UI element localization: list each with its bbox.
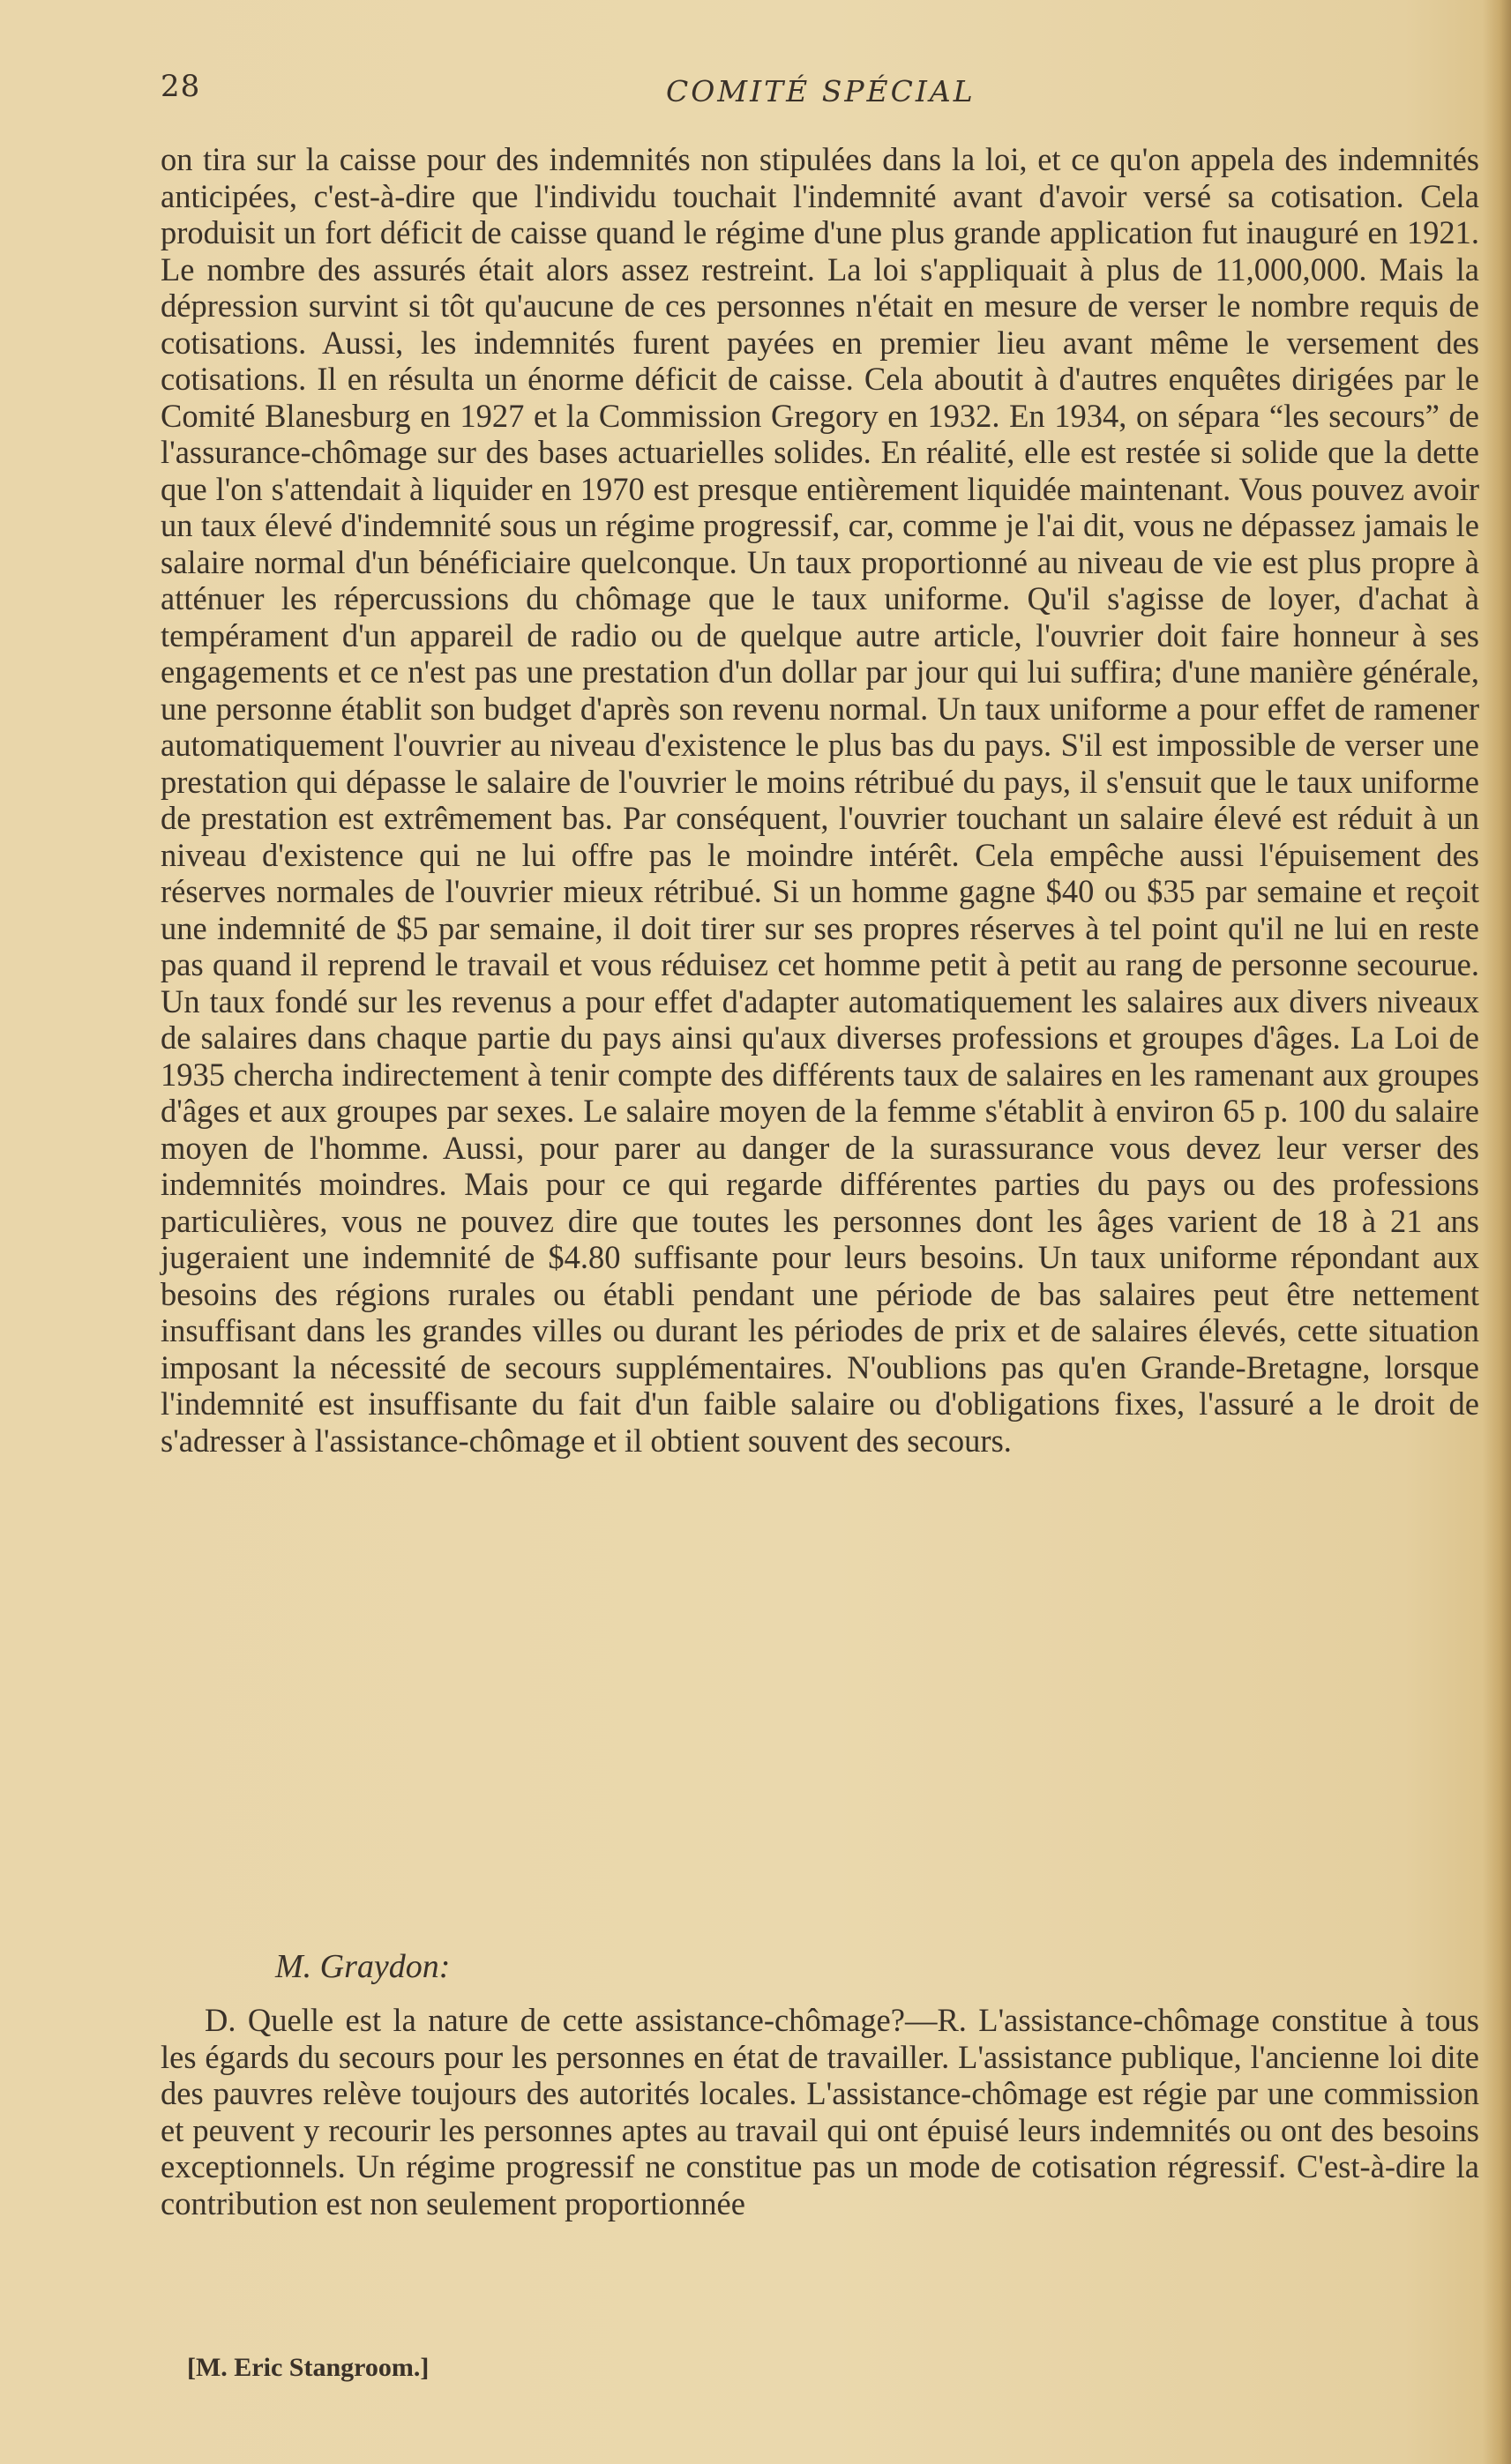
running-title: COMITÉ SPÉCIAL [666, 74, 976, 108]
page-header [0, 69, 1511, 113]
paragraph-text: on tira sur la caisse pour des indemnités non stipulées dans la loi, et ce qu'on appela des indemnités anticipées, c'est-à-dire que l'individu touchait l'indemnité avant d'avoir versé sa cotisation. Cela produisit un fort déficit de caisse quand le régime d'une plus grande application fut inauguré en 1921. Le nombre des assurés était alors assez restreint. La loi s'appliquait à plus de 11,000,000. Mais la dépression survint si tôt qu'aucune de ces personnes n'était en mesure de verser le nombre requis de cotisations. Aussi, les indemnités furent payées en premier lieu avant même le versement des cotisations. Il en résulta un énorme déficit de caisse. Cela aboutit à d'autres enquêtes dirigées par le Comité Blanesburg en 1927 et la Commission Gregory en 1932. En 1934, on sépara “les secours” de l'assurance-chômage sur des bases actuarielles solides. En réalité, elle est restée si solide que la dette que l'on s'attendait à liquider en 1970 est presque entièrement liquidée maintenant. Vous pouvez avoir un taux élevé d'indemnité sous un régime progressif, car, comme je l'ai dit, vous ne dépassez jamais le salaire normal d'un bénéficiaire quelconque. Un taux proportionné au niveau de vie est plus propre à atténuer les répercussions du chômage que le taux uniforme. Qu'il s'agisse de loyer, d'achat à tempérament d'un appareil de radio ou de quelque autre article, l'ouvrier doit faire honneur à ses engagements et ce n'est pas une prestation d'un dollar par jour qui lui suffira; d'une manière générale, une personne établit son budget d'après son revenu normal. Un taux uniforme a pour effet de ramener automatiquement l'ouvrier au niveau d'existence le plus bas du pays. S'il est impossible de verser une prestation qui dépasse le salaire de l'ouvrier le moins rétribué du pays, il s'ensuit que le taux uniforme de prestation est extrêmement bas. Par conséquent, l'ouvrier touchant un salaire élevé est réduit à un niveau d'existence qui ne lui offre pas le moindre intérêt. Cela empêche aussi l'épuisement des réserves normales de l'ouvrier mieux rétribué. Si un homme gagne $40 ou $35 par semaine et reçoit une indemnité de $5 par semaine, il doit tirer sur ses propres réserves à tel point qu'il ne lui en reste pas quand il reprend le travail et vous réduisez cet homme petit à petit au rang de personne secourue. Un taux fondé sur les revenus a pour effet d'adapter automatiquement les salaires aux divers niveaux de salaires dans chaque partie du pays ainsi qu'aux diverses professions et groupes d'âges. La Loi de 1935 chercha indirectement à tenir compte des différents taux de salaires en les ramenant aux groupes d'âges et aux groupes par sexes. Le salaire moyen de la femme s'établit à environ 65 p. 100 du salaire moyen de l'homme. Aussi, pour parer au danger de la surassurance vous devez leur verser des indemnités moindres. Mais pour ce qui regarde différentes parties du pays ou des professions particulières, vous ne pouvez dire que toutes les personnes dont les âges varient de 18 à 21 ans jugeraient une indemnité de $4.80 suffisante pour leurs besoins. Un taux uniforme répondant aux besoins des régions rurales ou établi pendant une période de bas salaires peut être nettement insuffisant dans les grandes villes ou durant les périodes de prix et de salaires élevés, cette situation imposant la nécessité de secours supplémentaires. N'oublions pas qu'en Grande-Bretagne, lorsque l'indemnité est insuffisante du fait d'un faible salaire ou d'obligations fixes, l'assuré a le droit de s'adresser à l'assistance-chômage et il obtient souvent des secours. [161, 141, 1479, 1459]
witness-footer-note: [M. Eric Stangroom.] [187, 2353, 430, 2382]
page-edge-shadow [1483, 0, 1511, 2464]
question-answer-paragraph: D. Quelle est la nature de cette assistance-chômage?—R. L'assistance-chômage constitue à tous les égards du secours pour les personnes en état de travailler. L'assistance publique, l'ancienne loi dite des pauvres relève toujours des autorités locales. L'assistance-chômage est régie par une commission et peuvent y recourir les personnes aptes au travail qui ont épuisé leurs indemnités ou ont des besoins exceptionnels. Un régime progressif ne constitue pas un mode de cotisation régressif. C'est-à-dire la contribution est non seulement proportionnée [161, 2002, 1479, 2221]
main-paragraph [161, 141, 1479, 1459]
speaker-name: M. Graydon: [275, 1948, 451, 1985]
page-number: 28 [161, 69, 201, 104]
